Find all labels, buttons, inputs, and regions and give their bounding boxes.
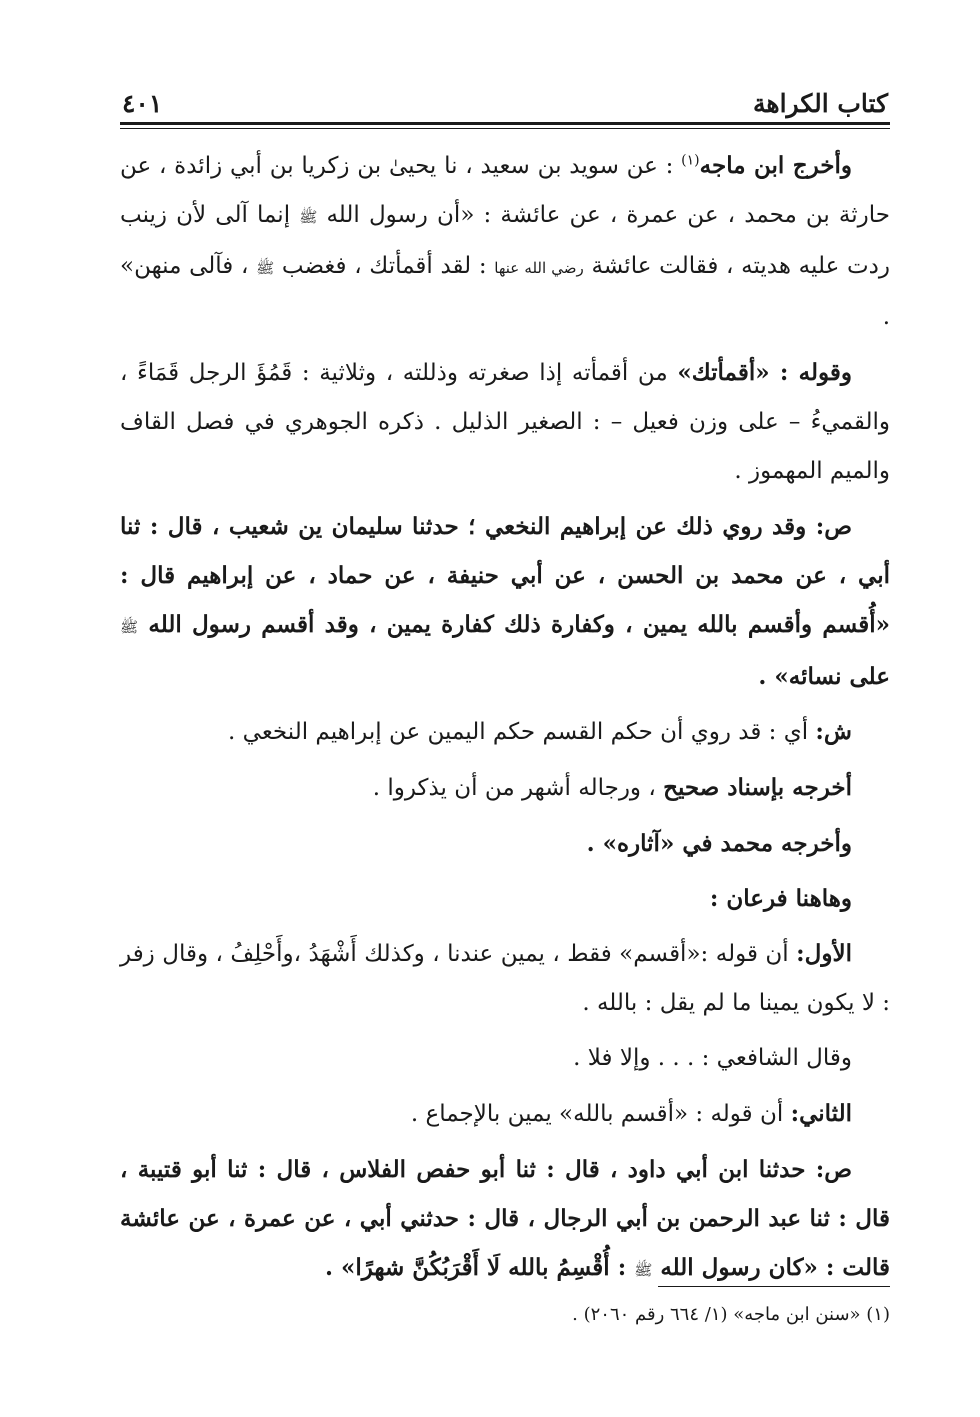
honorific-symbol: ﷺ bbox=[120, 618, 139, 636]
main-text bbox=[120, 141, 890, 1295]
paragraph-text: إنما آلى لأن زينب ردت عليه هديته ، فقالت عائشة bbox=[120, 202, 890, 279]
header-rule bbox=[120, 122, 890, 129]
paragraph-label: ش: bbox=[815, 718, 852, 745]
paragraph-text: : عن سويد بن سعيد ، نا يحيىٰ بن زكريا بن أبي زائدة ، عن حارثة بن محمد ، عن عمرة ، عن عائشة : «أن رسول الله bbox=[120, 153, 890, 228]
footnote-rule bbox=[658, 1286, 890, 1287]
paragraph-text: حدثنا ابن أبي داود ، قال : ثنا أبو حفص الفلاس ، قال : ثنا أبو قتيبة ، قال : ثنا عبد الرحمن بن أبي الرجال ، قال : حدثني أبي ، عن عمرة ، عن عائشة قالت : «كان رسول الله bbox=[120, 1156, 891, 1281]
paragraph-text: : لقد أقمأتك ، فغضب bbox=[274, 253, 495, 279]
footnote-marker: (١) bbox=[681, 152, 700, 169]
footnote: (١) «سنن ابن ماجه» (١/ ٦٦٤ رقم ٢٠٦٠) . bbox=[572, 1304, 890, 1325]
paragraph-two-branches: وهاهنا فرعان : bbox=[709, 885, 852, 912]
paragraph-sad-nakhai bbox=[120, 502, 890, 701]
book-page bbox=[120, 70, 890, 1301]
paragraph-label: ص: bbox=[815, 513, 852, 540]
paragraph-label: وأخرج ابن ماجه bbox=[699, 152, 852, 179]
paragraph-text: : أُقْسِمُ بالله لَا أَقْرَبُكُنَّ شهرًا» . bbox=[324, 1254, 635, 1281]
paragraph-ibn-majah bbox=[120, 141, 890, 342]
honorific-symbol: ﷺ bbox=[299, 208, 318, 226]
paragraph-isnad bbox=[120, 763, 890, 813]
paragraph-text: أن قوله : «أقسم بالله» يمين بالإجماع . bbox=[410, 1101, 791, 1127]
paragraph-label: وقوله : «أقمأتك» bbox=[677, 359, 853, 386]
paragraph-shin bbox=[120, 707, 890, 757]
paragraph-text: أن قوله :«أقسم» فقط ، يمين عندنا ، وكذلك أَشْهَدُ ،وأَحْلِفُ ، وقال زفر : لا يكون يمينا ما لم يقل : بالله . bbox=[120, 941, 890, 1016]
honorific-symbol: رضي الله عنها bbox=[494, 259, 584, 277]
page-number: ٤٠١ bbox=[122, 89, 163, 118]
running-header bbox=[120, 70, 890, 118]
paragraph-second-branch bbox=[120, 1089, 890, 1139]
paragraph-sad-aisha bbox=[120, 1145, 890, 1295]
honorific-symbol: ﷺ bbox=[256, 259, 275, 277]
paragraph-text: من أقمأته إذا صغرته وذللته ، وثلاثية : قَمُؤَ الرجل قَمَاءً ، والقميءُ – على وزن فعيل – : الصغير الذليل . ذكره الجوهري في فصل القاف والميم المهموز . bbox=[120, 360, 890, 484]
paragraph-aqmatuk bbox=[120, 348, 890, 496]
paragraph-text: ، فآلى منهن» . bbox=[120, 253, 890, 330]
paragraph-label: أخرجه بإسناد صحيح bbox=[663, 774, 852, 801]
honorific-symbol: ﷺ bbox=[634, 1261, 653, 1279]
chapter-title: كتاب الكراهة bbox=[753, 89, 888, 118]
paragraph-text: أي : قد روي أن حكم القسم حكم اليمين عن إبراهيم النخعي . bbox=[228, 719, 816, 745]
paragraph-label: الأول: bbox=[796, 940, 852, 967]
paragraph-text: ، ورجاله أشهر من أن يذكروا . bbox=[372, 775, 664, 801]
paragraph-first-branch bbox=[120, 929, 890, 1028]
paragraph-text: وقد روي ذلك عن إبراهيم النخعي ؛ حدثنا سليمان ين شعيب ، قال : ثنا أبي ، عن محمد بن الحسن ، عن أبي حنيفة ، عن حماد ، عن إبراهيم قال : «أُقسم وأقسم بالله يمين ، وكفارة ذلك كفارة يمين ، وقد أقسم رسول الله bbox=[120, 513, 890, 638]
paragraph-shafii: وقال الشافعي : . . . وإلا فلا . bbox=[573, 1045, 852, 1071]
paragraph-athar: وأخرجه محمد في «آثاره» . bbox=[586, 830, 852, 857]
paragraph-label: ص: bbox=[815, 1156, 852, 1183]
paragraph-label: الثاني: bbox=[790, 1100, 852, 1127]
paragraph-text: على نسائه» . bbox=[758, 663, 890, 690]
